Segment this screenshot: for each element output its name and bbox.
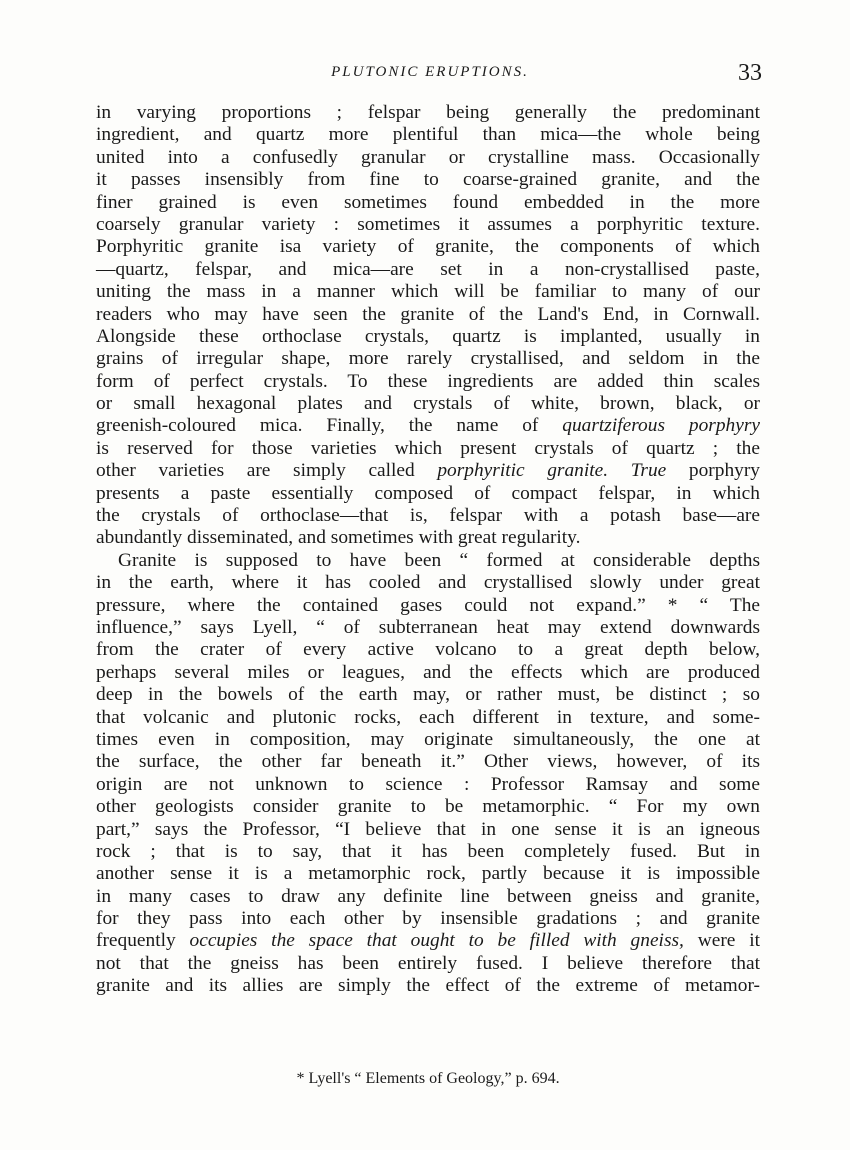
text-line: the surface, the other far beneath it.” Other views, however, of its	[96, 751, 760, 773]
italic-term: porphyritic granite.	[437, 460, 609, 482]
text-line: it passes insensibly from fine to coarse-grained granite, and the	[96, 169, 760, 191]
text-line: —quartz, felspar, and mica—are set in a non-crystallised paste,	[96, 258, 760, 280]
text-line: coarsely granular variety : sometimes it assumes a porphyritic texture.	[96, 213, 760, 235]
text-line: the crystals of orthoclase—that is, felspar with a potash base—are	[96, 505, 760, 527]
text-segment: other varieties are simply called	[96, 460, 415, 482]
text-line: other geologists consider granite to be metamorphic. “ For my own	[96, 796, 760, 818]
text-line: grains of irregular shape, more rarely crystallised, and seldom in the	[96, 348, 760, 370]
text-line	[96, 460, 760, 482]
text-line: in many cases to draw any definite line between gneiss and granite,	[96, 885, 760, 907]
text-segment: were it	[697, 930, 760, 952]
text-line: pressure, where the contained gases could not expand.” * “ The	[96, 594, 760, 616]
text-line: for they pass into each other by insensible gradations ; and granite	[96, 908, 760, 930]
text-line: Alongside these orthoclase crystals, quartz is implanted, usually in	[96, 325, 760, 347]
text-line	[96, 415, 760, 437]
italic-term: True	[630, 460, 667, 482]
text-line: readers who may have seen the granite of the Land's End, in Cornwall.	[96, 303, 760, 325]
text-line: not that the gneiss has been entirely fused. I believe therefore that	[96, 952, 760, 974]
text-segment: frequently	[96, 930, 176, 952]
page-number: 33	[738, 60, 762, 86]
text-line: Porphyritic granite isa variety of granite, the components of which	[96, 236, 760, 258]
running-title: PLUTONIC ERUPTIONS.	[331, 64, 529, 80]
italic-term: quartziferous porphyry	[562, 415, 760, 437]
text-line: in varying proportions ; felspar being generally the predominant	[96, 102, 760, 123]
paragraph-end-line: abundantly disseminated, and sometimes with great regularity.	[96, 527, 581, 549]
text-line: that volcanic and plutonic rocks, each different in texture, and some-	[96, 706, 760, 728]
text-line: from the crater of every active volcano to a great depth below,	[96, 639, 760, 661]
text-line: is reserved for those varieties which present crystals of quartz ; the	[96, 437, 760, 459]
footnote: * Lyell's “ Elements of Geology,” p. 694.	[296, 1070, 560, 1087]
text-line: rock ; that is to say, that it has been completely fused. But in	[96, 840, 760, 862]
paragraph-start-line: Granite is supposed to have been “ formed at considerable depths	[118, 549, 760, 571]
text-line	[96, 930, 760, 952]
text-line: origin are not unknown to science : Professor Ramsay and some	[96, 773, 760, 795]
text-line: another sense it is a metamorphic rock, partly because it is impossible	[96, 863, 760, 885]
text-line: united into a confusedly granular or crystalline mass. Occasionally	[96, 146, 760, 168]
text-line: granite and its allies are simply the effect of the extreme of metamor-	[96, 975, 760, 997]
text-line: presents a paste essentially composed of compact felspar, in which	[96, 482, 760, 504]
text-line: ingredient, and quartz more plentiful than mica—the whole being	[96, 124, 760, 146]
text-segment: porphyry	[688, 460, 760, 482]
italic-phrase: occupies the space that ought to be filled with gneiss,	[189, 930, 684, 952]
text-line: part,” says the Professor, “I believe that in one sense it is an igneous	[96, 818, 760, 840]
text-segment: greenish-coloured mica. Finally, the name of	[96, 415, 539, 437]
text-line: uniting the mass in a manner which will be familiar to many of our	[96, 281, 760, 303]
text-line: finer grained is even sometimes found embedded in the more	[96, 191, 760, 213]
text-line: deep in the bowels of the earth may, or rather must, be distinct ; so	[96, 684, 760, 706]
running-header	[96, 60, 764, 92]
text-line: or small hexagonal plates and crystals of white, brown, black, or	[96, 393, 760, 415]
body-text	[96, 102, 760, 998]
text-line: in the earth, where it has cooled and crystallised slowly under great	[96, 572, 760, 594]
text-line: perhaps several miles or leagues, and the effects which are produced	[96, 661, 760, 683]
text-line: times even in composition, may originate simultaneously, the one at	[96, 728, 760, 750]
text-line: influence,” says Lyell, “ of subterranean heat may extend downwards	[96, 616, 760, 638]
text-line: form of perfect crystals. To these ingredients are added thin scales	[96, 370, 760, 392]
